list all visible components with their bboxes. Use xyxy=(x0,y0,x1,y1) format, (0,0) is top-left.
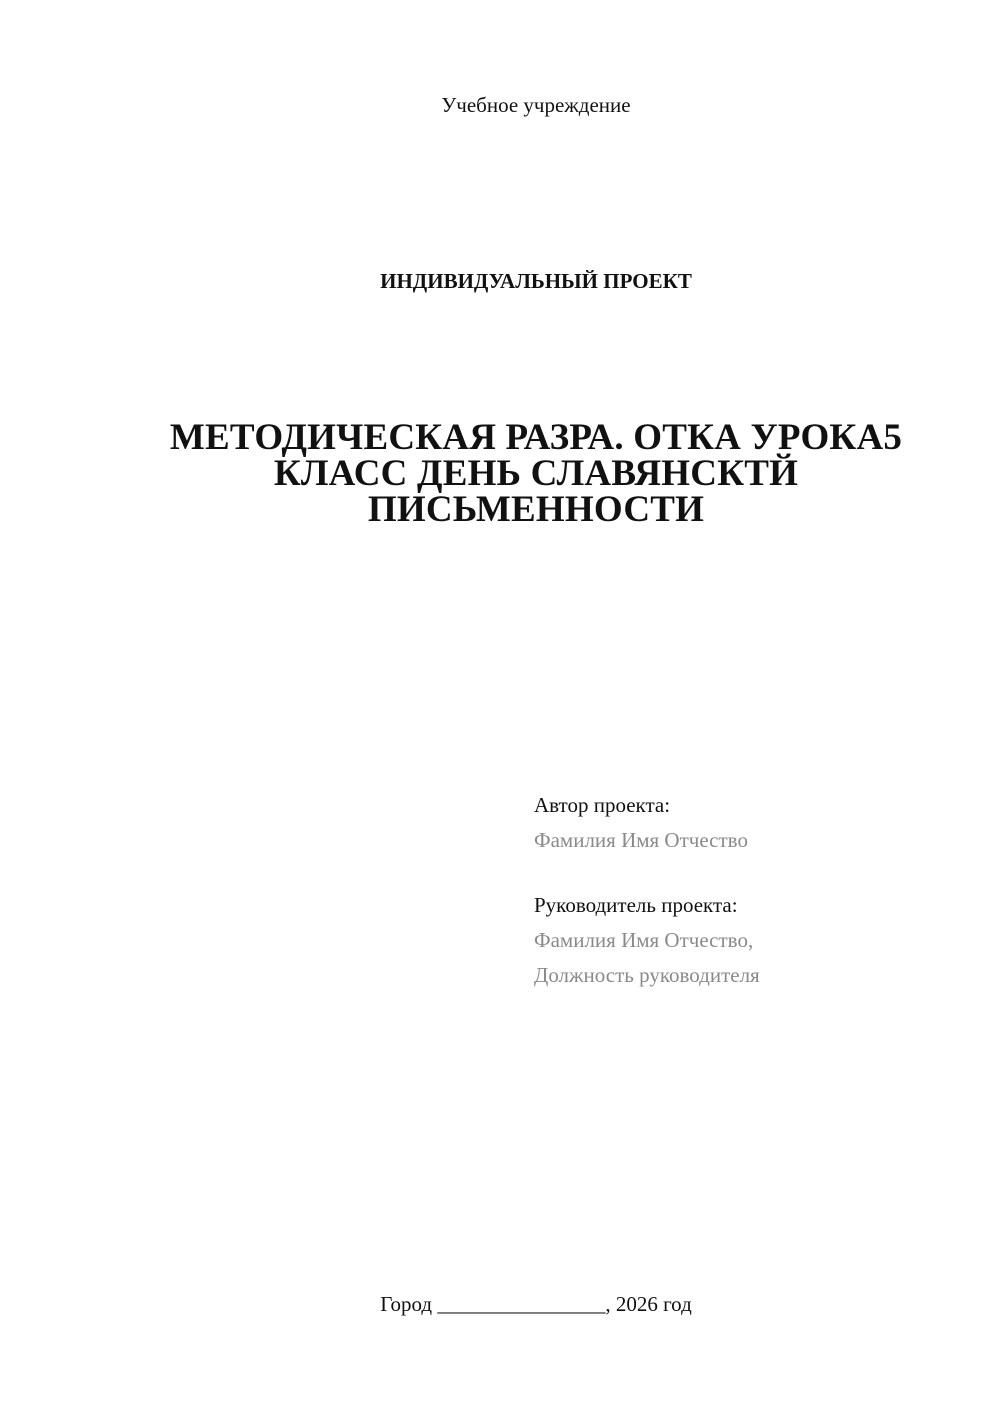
author-label: Автор проекта: xyxy=(534,793,671,817)
institution-name: Учебное учреждение xyxy=(441,93,631,117)
credits-block xyxy=(534,788,974,993)
supervisor-name: Фамилия Имя Отчество, xyxy=(534,928,754,952)
credits-spacer xyxy=(534,858,974,888)
project-title-line-2: КЛАСС ДЕНЬ СЛАВЯНСКТЙ xyxy=(273,453,799,494)
document-type: ИНДИВИДУАЛЬНЫЙ ПРОЕКТ xyxy=(380,269,692,293)
project-title-line-3: ПИСЬМЕННОСТИ xyxy=(367,489,705,530)
author-name: Фамилия Имя Отчество xyxy=(534,828,748,852)
project-title xyxy=(130,417,942,530)
city-year-line: Город ________________, 2026 год xyxy=(380,1292,692,1316)
supervisor-label: Руководитель проекта: xyxy=(534,893,738,917)
supervisor-position: Должность руководителя xyxy=(534,963,760,987)
project-title-line-1: МЕТОДИЧЕСКАЯ РАЗРА. ОТКА УРОКА5 xyxy=(169,417,903,458)
